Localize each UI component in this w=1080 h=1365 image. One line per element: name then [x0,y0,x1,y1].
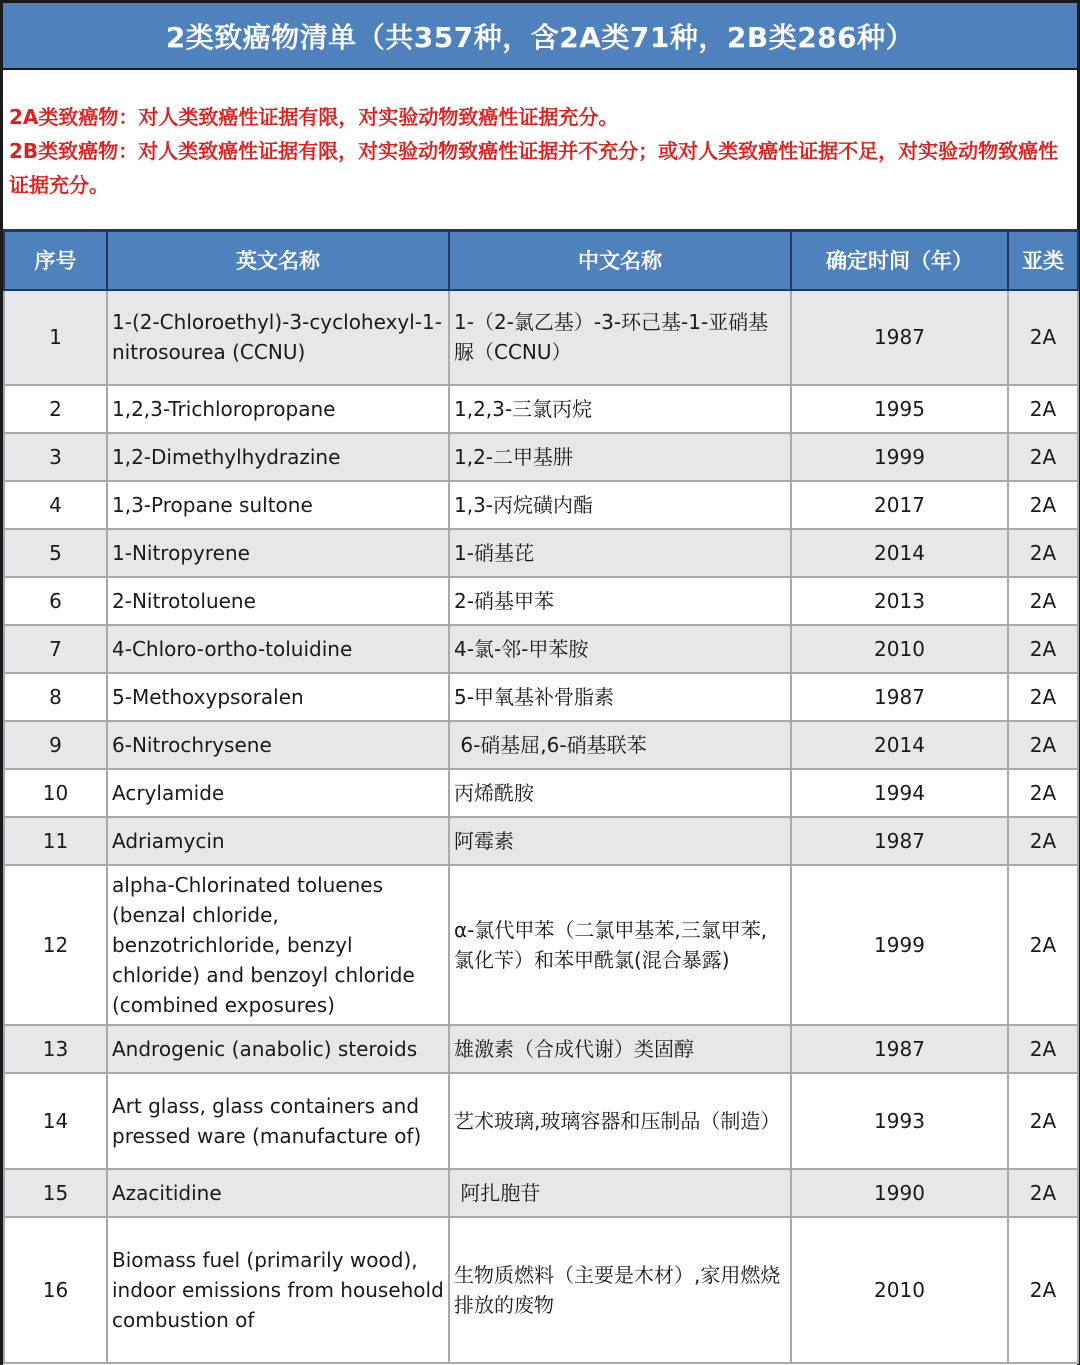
table-row [4,290,1078,385]
cell-year: 2014 [791,529,1008,577]
cell-english-name: 1-Nitropyrene [107,529,449,577]
cell-english-name: 1-(2-Chloroethyl)-3-cyclohexyl-1-nitrosourea (CCNU) [107,290,449,385]
table-row [4,529,1078,577]
cell-chinese-name: 生物质燃料（主要是木材）,家用燃烧排放的废物 [449,1217,791,1363]
cell-subclass: 2A [1008,577,1078,625]
cell-year: 2017 [791,481,1008,529]
cell-number: 10 [4,769,107,817]
cell-subclass: 2A [1008,290,1078,385]
cell-year: 1987 [791,290,1008,385]
cell-number: 6 [4,577,107,625]
cell-chinese-name: 丙烯酰胺 [449,769,791,817]
cell-chinese-name: 4-氯-邻-甲苯胺 [449,625,791,673]
cell-english-name: Biomass fuel (primarily wood), indoor emissions from household combustion of [107,1217,449,1363]
cell-subclass: 2A [1008,529,1078,577]
table-row [4,865,1078,1025]
cell-english-name: 5-Methoxypsoralen [107,673,449,721]
cell-subclass: 2A [1008,865,1078,1025]
cell-number: 15 [4,1169,107,1217]
cell-english-name: 1,3-Propane sultone [107,481,449,529]
table-row [4,577,1078,625]
table-header-row [4,231,1078,290]
cell-chinese-name: 1,2,3-三氯丙烷 [449,385,791,433]
classification-notes [3,70,1077,230]
cell-english-name: 1,2-Dimethylhydrazine [107,433,449,481]
cell-subclass: 2A [1008,817,1078,865]
column-header-chinese-name: 中文名称 [449,231,791,290]
cell-chinese-name: 1,2-二甲基肼 [449,433,791,481]
cell-english-name: Azacitidine [107,1169,449,1217]
cell-chinese-name: 阿扎胞苷 [449,1169,791,1217]
cell-chinese-name: 艺术玻璃,玻璃容器和压制品（制造） [449,1073,791,1169]
cell-english-name: 6-Nitrochrysene [107,721,449,769]
table-row [4,481,1078,529]
cell-chinese-name: 雄激素（合成代谢）类固醇 [449,1025,791,1073]
column-header-subclass: 亚类 [1008,231,1078,290]
table-row [4,625,1078,673]
column-header-english-name: 英文名称 [107,231,449,290]
cell-chinese-name: 1,3-丙烷磺内酯 [449,481,791,529]
table-row [4,817,1078,865]
cell-chinese-name: 1-（2-氯乙基）-3-环己基-1-亚硝基脲（CCNU） [449,290,791,385]
cell-year: 1990 [791,1169,1008,1217]
cell-subclass: 2A [1008,625,1078,673]
cell-number: 13 [4,1025,107,1073]
cell-subclass: 2A [1008,433,1078,481]
cell-subclass: 2A [1008,481,1078,529]
cell-chinese-name: 5-甲氧基补骨脂素 [449,673,791,721]
cell-english-name: Art glass, glass containers and pressed ware (manufacture of) [107,1073,449,1169]
table-row [4,1073,1078,1169]
cell-subclass: 2A [1008,1025,1078,1073]
cell-number: 12 [4,865,107,1025]
cell-number: 7 [4,625,107,673]
cell-year: 1994 [791,769,1008,817]
column-header-year: 确定时间（年） [791,231,1008,290]
cell-chinese-name: 2-硝基甲苯 [449,577,791,625]
cell-english-name: Adriamycin [107,817,449,865]
cell-number: 5 [4,529,107,577]
table-row [4,1217,1078,1363]
cell-year: 1995 [791,385,1008,433]
cell-chinese-name: 1-硝基芘 [449,529,791,577]
table-row [4,385,1078,433]
cell-subclass: 2A [1008,1169,1078,1217]
cell-english-name: alpha-Chlorinated toluenes (benzal chloride, benzotrichloride, benzyl chloride) and benzoyl chloride (combined exposures) [107,865,449,1025]
table-row [4,1025,1078,1073]
cell-english-name: 4-Chloro-ortho-toluidine [107,625,449,673]
table-row [4,433,1078,481]
cell-chinese-name: 阿霉素 [449,817,791,865]
cell-year: 2013 [791,577,1008,625]
cell-chinese-name: α-氯代甲苯（二氯甲基苯,三氯甲苯,氯化苄）和苯甲酰氯(混合暴露) [449,865,791,1025]
table-row [4,769,1078,817]
page-title-bar [0,0,1080,70]
cell-subclass: 2A [1008,1217,1078,1363]
cell-english-name: 2-Nitrotoluene [107,577,449,625]
note-2a: 2A类致癌物：对人类致癌性证据有限，对实验动物致癌性证据充分。 [9,105,619,129]
page-title: 2类致癌物清单（共357种，含2A类71种，2B类286种） [165,20,915,54]
cell-english-name: Androgenic (anabolic) steroids [107,1025,449,1073]
cell-year: 2010 [791,1217,1008,1363]
cell-subclass: 2A [1008,721,1078,769]
cell-subclass: 2A [1008,673,1078,721]
cell-year: 1999 [791,865,1008,1025]
cell-english-name: 1,2,3-Trichloropropane [107,385,449,433]
cell-year: 1987 [791,673,1008,721]
cell-number: 11 [4,817,107,865]
carcinogen-table [3,229,1079,1364]
cell-number: 3 [4,433,107,481]
cell-subclass: 2A [1008,1073,1078,1169]
cell-number: 2 [4,385,107,433]
column-header-number: 序号 [4,231,107,290]
cell-year: 1999 [791,433,1008,481]
cell-number: 8 [4,673,107,721]
cell-year: 1993 [791,1073,1008,1169]
cell-subclass: 2A [1008,769,1078,817]
cell-number: 9 [4,721,107,769]
table-row [4,721,1078,769]
cell-english-name: Acrylamide [107,769,449,817]
table-row [4,1169,1078,1217]
cell-year: 1987 [791,1025,1008,1073]
cell-number: 1 [4,290,107,385]
note-2b: 2B类致癌物：对人类致癌性证据有限，对实验动物致癌性证据并不充分；或对人类致癌性证据不足，对实验动物致癌性证据充分。 [9,139,1059,197]
cell-number: 16 [4,1217,107,1363]
cell-number: 14 [4,1073,107,1169]
cell-year: 2010 [791,625,1008,673]
table-row [4,673,1078,721]
cell-year: 2014 [791,721,1008,769]
cell-number: 4 [4,481,107,529]
cell-year: 1987 [791,817,1008,865]
cell-chinese-name: 6-硝基屈,6-硝基联苯 [449,721,791,769]
cell-subclass: 2A [1008,385,1078,433]
